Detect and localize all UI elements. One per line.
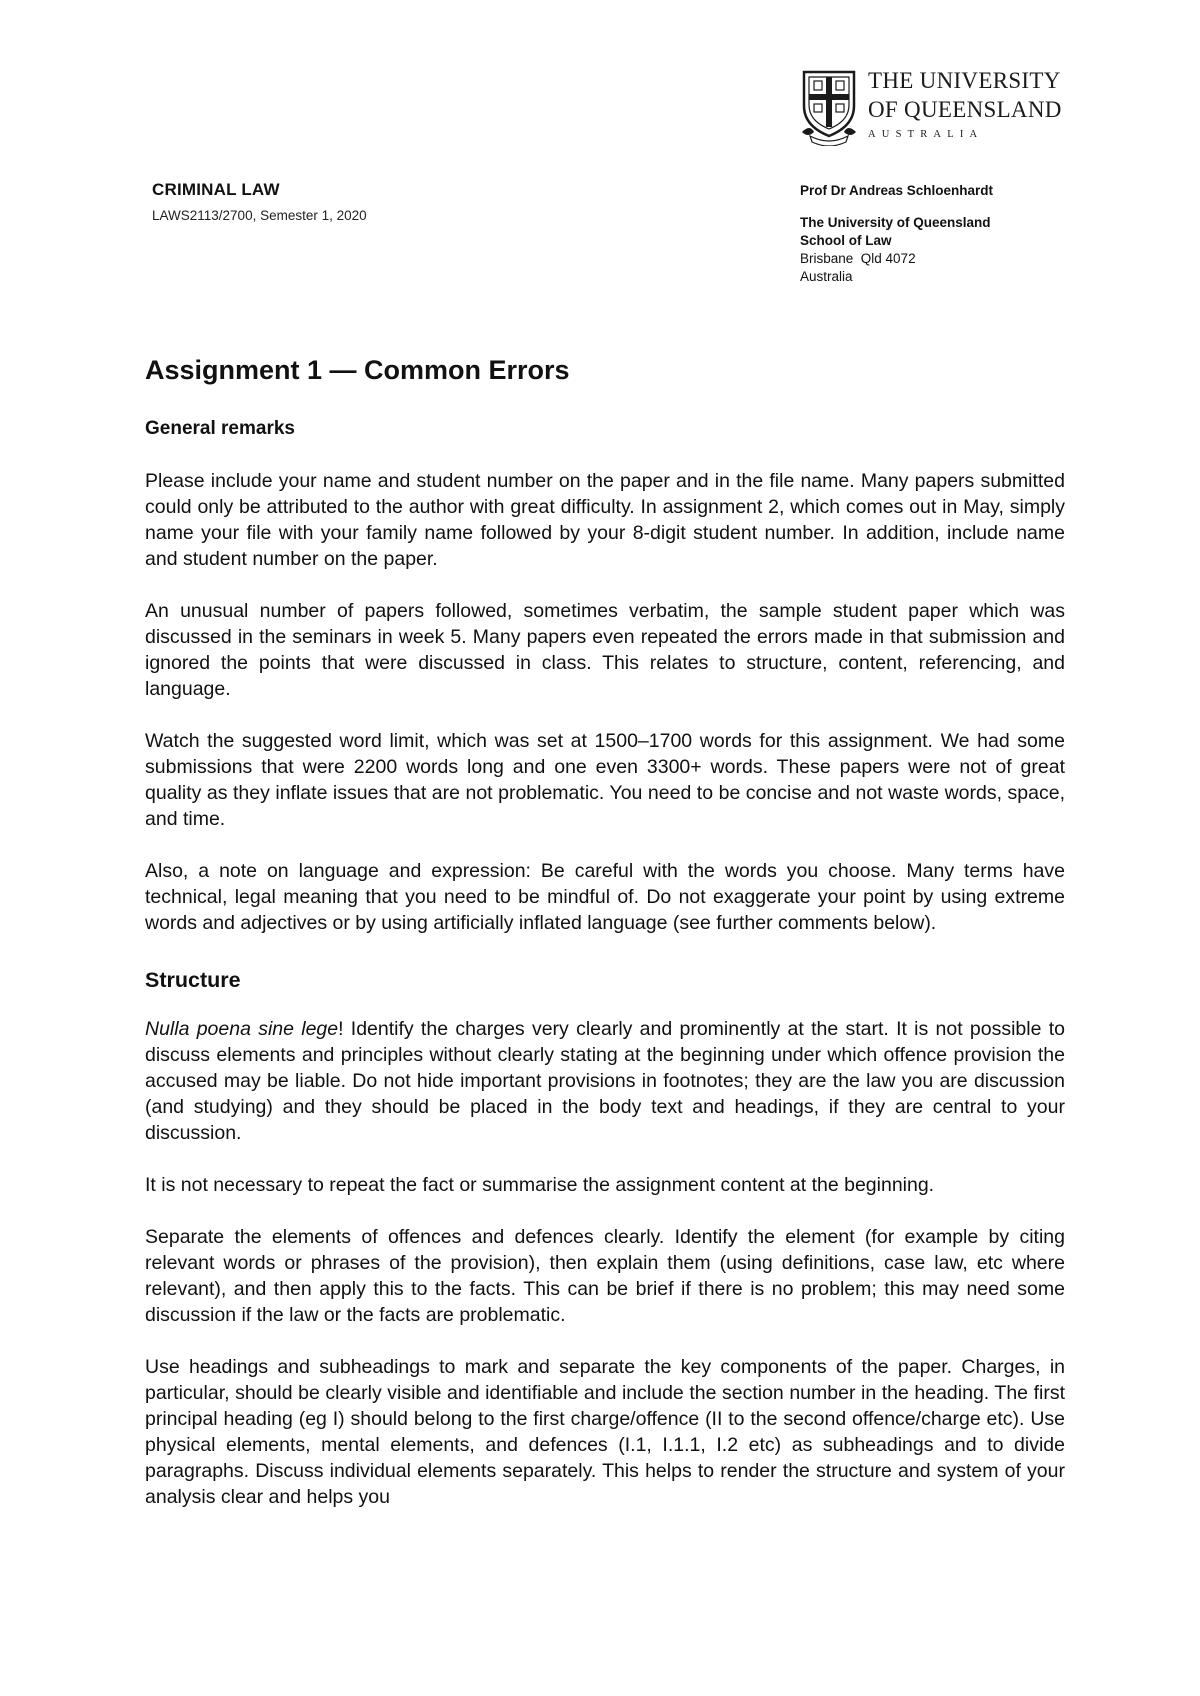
- author-school: School of Law: [800, 233, 892, 248]
- logo-line-1: THE UNIVERSITY: [868, 68, 1061, 93]
- author-institution: The University of Queensland: [800, 215, 991, 230]
- author-name: Prof Dr Andreas Schloenhardt: [800, 183, 994, 198]
- logo-line-3: AUSTRALIA: [868, 129, 984, 140]
- structure-paragraph-1: [145, 1016, 1065, 1146]
- structure-paragraph-1-text: ! Identify the charges very clearly and prominently at the start. It is not possible to discuss elements and principles without clearly stating at the beginning under which offence provision the accused may be liable. Do not hide important provisions in footnotes; they are the law you are discussion (and studying) and they should be placed in the body text and headings, if they are central to your discussion.: [145, 1018, 1065, 1144]
- document-title: Assignment 1 — Common Errors: [145, 355, 570, 385]
- general-paragraph-2: An unusual number of papers followed, sometimes verbatim, the sample student paper which was discussed in the seminars in week 5. Many papers even repeated the errors made in that submission and ignored the points that were discussed in class. This relates to structure, content, referencing, and language.: [145, 600, 1065, 700]
- author-address: [800, 182, 993, 286]
- university-crest-icon: [800, 66, 858, 146]
- author-city: Brisbane Qld 4072: [800, 251, 916, 266]
- latin-maxim: Nulla poena sine lege: [145, 1018, 339, 1040]
- course-code: LAWS2113/2700, Semester 1, 2020: [152, 208, 367, 223]
- general-paragraph-3: Watch the suggested word limit, which was set at 1500–1700 words for this assignment. We had some submissions that were 2200 words long and one even 3300+ words. These papers were not of great quality as they inflate issues that are not problematic. You need to be concise and not waste words, space, and time.: [145, 730, 1065, 830]
- structure-paragraph-3: Separate the elements of offences and defences clearly. Identify the element (for example by citing relevant words or phrases of the provision), then explain them (using definitions, case law, etc where relevant), and then apply this to the facts. This can be brief if there is no problem; this may need some discussion if the law or the facts are problematic.: [145, 1226, 1065, 1326]
- course-title: CRIMINAL LAW: [152, 180, 280, 199]
- university-logo: [800, 66, 1070, 146]
- general-remarks-heading: General remarks: [145, 418, 295, 439]
- structure-paragraph-4: Use headings and subheadings to mark and separate the key components of the paper. Charges, in particular, should be clearly visible and identifiable and include the section number in the heading. The first principal heading (eg I) should belong to the first charge/offence (II to the second offence/charge etc). Use physical elements, mental elements, and defences (I.1, I.1.1, I.2 etc) as subheadings and to divide paragraphs. Discuss individual elements separately. This helps to render the structure and system of your analysis clear and helps you: [145, 1356, 1065, 1508]
- author-country: Australia: [800, 269, 853, 284]
- general-paragraph-4: Also, a note on language and expression: Be careful with the words you choose. Many terms have technical, legal meaning that you need to be mindful of. Do not exaggerate your point by using extreme words and adjectives or by using artificially inflated language (see further comments below).: [145, 860, 1065, 934]
- general-paragraph-1: Please include your name and student number on the paper and in the file name. Many papers submitted could only be attributed to the author with great difficulty. In assignment 2, which comes out in May, simply name your file with your family name followed by your 8-digit student number. In addition, include name and student number on the paper.: [145, 470, 1065, 570]
- structure-heading: Structure: [145, 968, 241, 992]
- document-body: [145, 352, 1065, 1510]
- logo-line-2: OF QUEENSLAND: [868, 97, 1062, 122]
- course-header: [152, 180, 367, 223]
- structure-paragraph-2: It is not necessary to repeat the fact or summarise the assignment content at the beginning.: [145, 1174, 935, 1196]
